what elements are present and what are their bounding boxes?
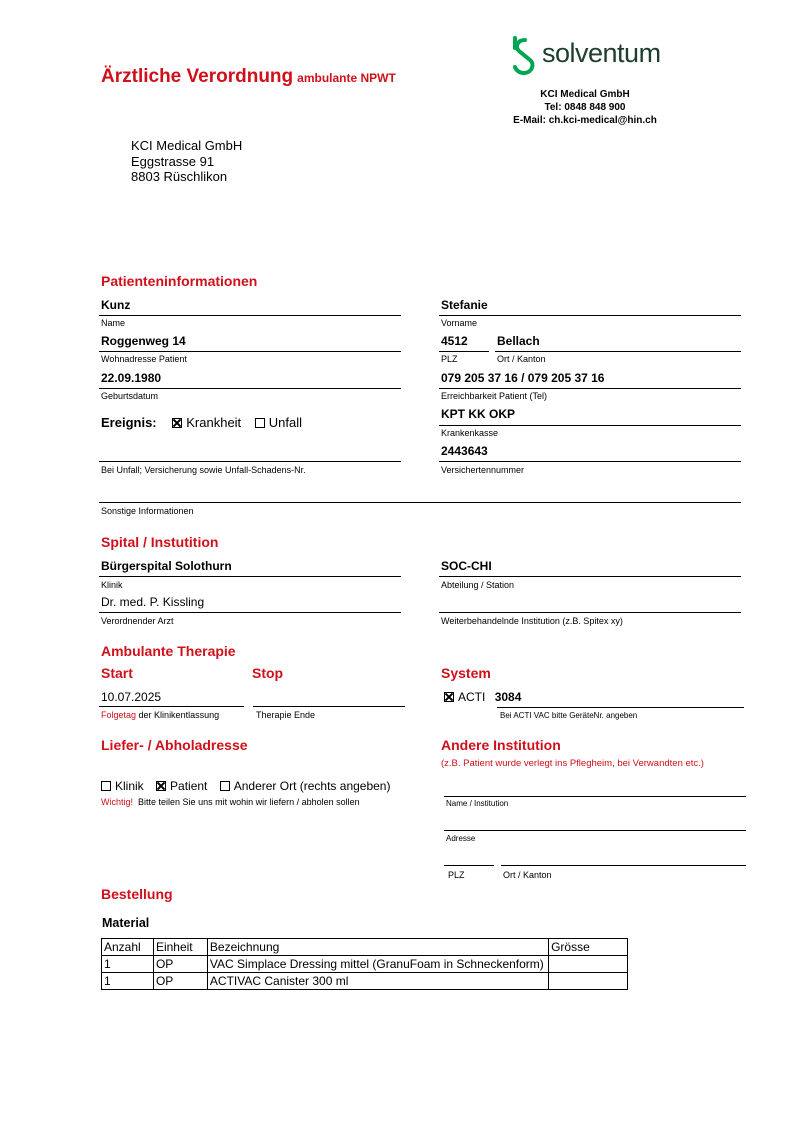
divider (99, 461, 401, 462)
event-label: Ereignis: (101, 415, 157, 430)
divider (99, 351, 401, 352)
other-info-label: Sonstige Informationen (101, 506, 194, 516)
divider (501, 865, 746, 866)
therapy-start-date[interactable]: 10.07.2025 (101, 690, 162, 704)
patient-insured-no[interactable]: 2443643 (441, 444, 488, 458)
delivery-opt-clinic: Klinik (115, 779, 144, 793)
recipient-name: KCI Medical GmbH (131, 138, 243, 153)
column-header: Bezeichnung (207, 939, 548, 956)
patient-phone[interactable]: 079 205 37 16 / 079 205 37 16 (441, 371, 605, 385)
hospital-department-label: Abteilung / Station (441, 580, 515, 590)
recipient-city: 8803 Rüschlikon (131, 169, 228, 184)
event-accident: Unfall (268, 415, 303, 430)
column-header: Grösse (549, 939, 628, 956)
patient-city-label: Ort / Kanton (497, 354, 546, 364)
divider (439, 576, 741, 577)
divider (444, 830, 746, 831)
company-tel: Tel: 0848 848 900 (544, 102, 626, 113)
delivery-note-row (101, 797, 360, 807)
recipient-street: Eggstrasse 91 (131, 153, 215, 169)
hospital-doctor-label: Verordnender Arzt (101, 616, 174, 626)
therapy-system-label: System (441, 665, 491, 681)
hospital-doctor[interactable]: Dr. med. P. Kissling (101, 595, 205, 609)
divider (439, 461, 741, 462)
therapy-heading: Ambulante Therapie (101, 643, 236, 659)
company-email: E-Mail: ch.kci-medical@hin.ch (513, 115, 657, 126)
delivery-note: Bitte teilen Sie uns mit wohin wir liefern / abholen sollen (138, 797, 360, 807)
order-heading: Bestellung (101, 886, 173, 902)
table-cell[interactable] (549, 973, 628, 990)
divider (444, 796, 746, 797)
company-name: KCI Medical GmbH (540, 89, 630, 100)
patient-address-label: Wohnadresse Patient (101, 354, 187, 364)
divider (439, 612, 741, 613)
table-cell[interactable]: 1 (102, 973, 154, 990)
patient-heading: Patienteninformationen (101, 273, 258, 289)
patient-name-label: Name (101, 318, 126, 328)
delivery-opt-other: Anderer Ort (rechts angeben) (233, 779, 391, 793)
divider (99, 388, 401, 389)
other-inst-plz-label: PLZ (448, 870, 465, 880)
table-cell[interactable]: OP (153, 973, 207, 990)
patient-name[interactable]: Kunz (101, 298, 131, 312)
material-label: Material (102, 916, 150, 930)
therapy-system-name: ACTI (458, 690, 486, 704)
event-row (101, 415, 302, 430)
other-inst-city-label: Ort / Kanton (503, 870, 552, 880)
patient-plz[interactable]: 4512 (441, 334, 468, 348)
therapy-system-note: Bei ACTI VAC bitte GeräteNr. angeben (500, 711, 638, 720)
hospital-heading: Spital / Instutition (101, 534, 219, 550)
therapy-start-note (101, 710, 219, 720)
other-inst-name-label: Name / Institution (446, 799, 509, 808)
table-cell[interactable] (549, 956, 628, 973)
solventum-logo-icon (508, 34, 542, 78)
empty-box-icon[interactable] (220, 781, 230, 791)
hospital-department[interactable]: SOC-CHI (441, 559, 492, 573)
other-inst-note: (z.B. Patient wurde verlegt ins Pflegheim, bei Verwandten etc.) (441, 758, 704, 769)
patient-insured-no-label: Versichertennummer (441, 465, 525, 475)
divider (439, 315, 741, 316)
delivery-heading: Liefer- / Abholadresse (101, 737, 248, 753)
page-title: Ärztliche Verordnung ambulante NPWT (101, 66, 396, 87)
divider (253, 706, 405, 707)
therapy-start-label: Start (101, 665, 133, 681)
patient-address[interactable]: Roggenweg 14 (101, 334, 186, 348)
delivery-important: Wichtig! (101, 797, 134, 807)
divider (99, 576, 401, 577)
therapy-system-no[interactable]: 3084 (494, 690, 522, 704)
divider (439, 425, 741, 426)
divider (439, 388, 741, 389)
checked-box-icon[interactable] (444, 692, 454, 702)
therapy-start-note-red: Folgetag (101, 710, 137, 720)
table-cell[interactable]: OP (153, 956, 207, 973)
divider (99, 706, 244, 707)
other-inst-address-label: Adresse (446, 834, 476, 843)
table-header-row (102, 939, 628, 956)
divider (495, 351, 741, 352)
empty-box-icon[interactable] (101, 781, 111, 791)
patient-insurer[interactable]: KPT KK OKP (441, 407, 516, 421)
company-contact (500, 88, 670, 127)
brand-name: solventum (542, 38, 661, 68)
delivery-options (101, 779, 390, 793)
accident-insurance-label: Bei Unfall; Versicherung sowie Unfall-Schadens-Nr. (101, 465, 306, 475)
divider (497, 707, 744, 708)
hospital-clinic-label: Klinik (101, 580, 123, 590)
divider (99, 502, 741, 503)
therapy-system-row (444, 690, 521, 704)
table-cell[interactable]: ACTIVAC Canister 300 ml (207, 973, 548, 990)
patient-firstname-label: Vorname (441, 318, 478, 328)
divider (444, 865, 494, 866)
checked-box-icon[interactable] (172, 418, 182, 428)
therapy-stop-label: Stop (252, 665, 284, 681)
divider (439, 351, 489, 352)
hospital-clinic[interactable]: Bürgerspital Solothurn (101, 559, 232, 573)
page-subtitle: ambulante NPWT (297, 71, 396, 85)
column-header: Einheit (153, 939, 207, 956)
table-row (102, 956, 628, 973)
column-header: Anzahl (102, 939, 154, 956)
divider (99, 315, 401, 316)
event-illness: Krankheit (186, 415, 242, 430)
therapy-start-note-text: der Klinikentlassung (138, 710, 220, 720)
patient-dob[interactable]: 22.09.1980 (101, 371, 162, 385)
other-inst-heading: Andere Institution (441, 737, 561, 753)
therapy-stop-note: Therapie Ende (256, 710, 316, 720)
hospital-followup-label: Weiterbehandelnde Institution (z.B. Spitex xy) (441, 616, 623, 626)
patient-phone-label: Erreichbarkeit Patient (Tel) (441, 391, 548, 401)
empty-box-icon[interactable] (255, 418, 265, 428)
divider (99, 612, 401, 613)
table-cell[interactable]: 1 (102, 956, 154, 973)
patient-city[interactable]: Bellach (497, 334, 540, 348)
patient-insurer-label: Krankenkasse (441, 428, 499, 438)
patient-dob-label: Geburtsdatum (101, 391, 159, 401)
material-table (101, 938, 628, 990)
recipient-address (131, 138, 242, 185)
patient-plz-label: PLZ (441, 354, 458, 364)
table-row (102, 973, 628, 990)
delivery-opt-patient: Patient (170, 779, 208, 793)
table-cell[interactable]: VAC Simplace Dressing mittel (GranuFoam in Schneckenform) (207, 956, 548, 973)
checked-box-icon[interactable] (156, 781, 166, 791)
patient-firstname[interactable]: Stefanie (441, 298, 488, 312)
